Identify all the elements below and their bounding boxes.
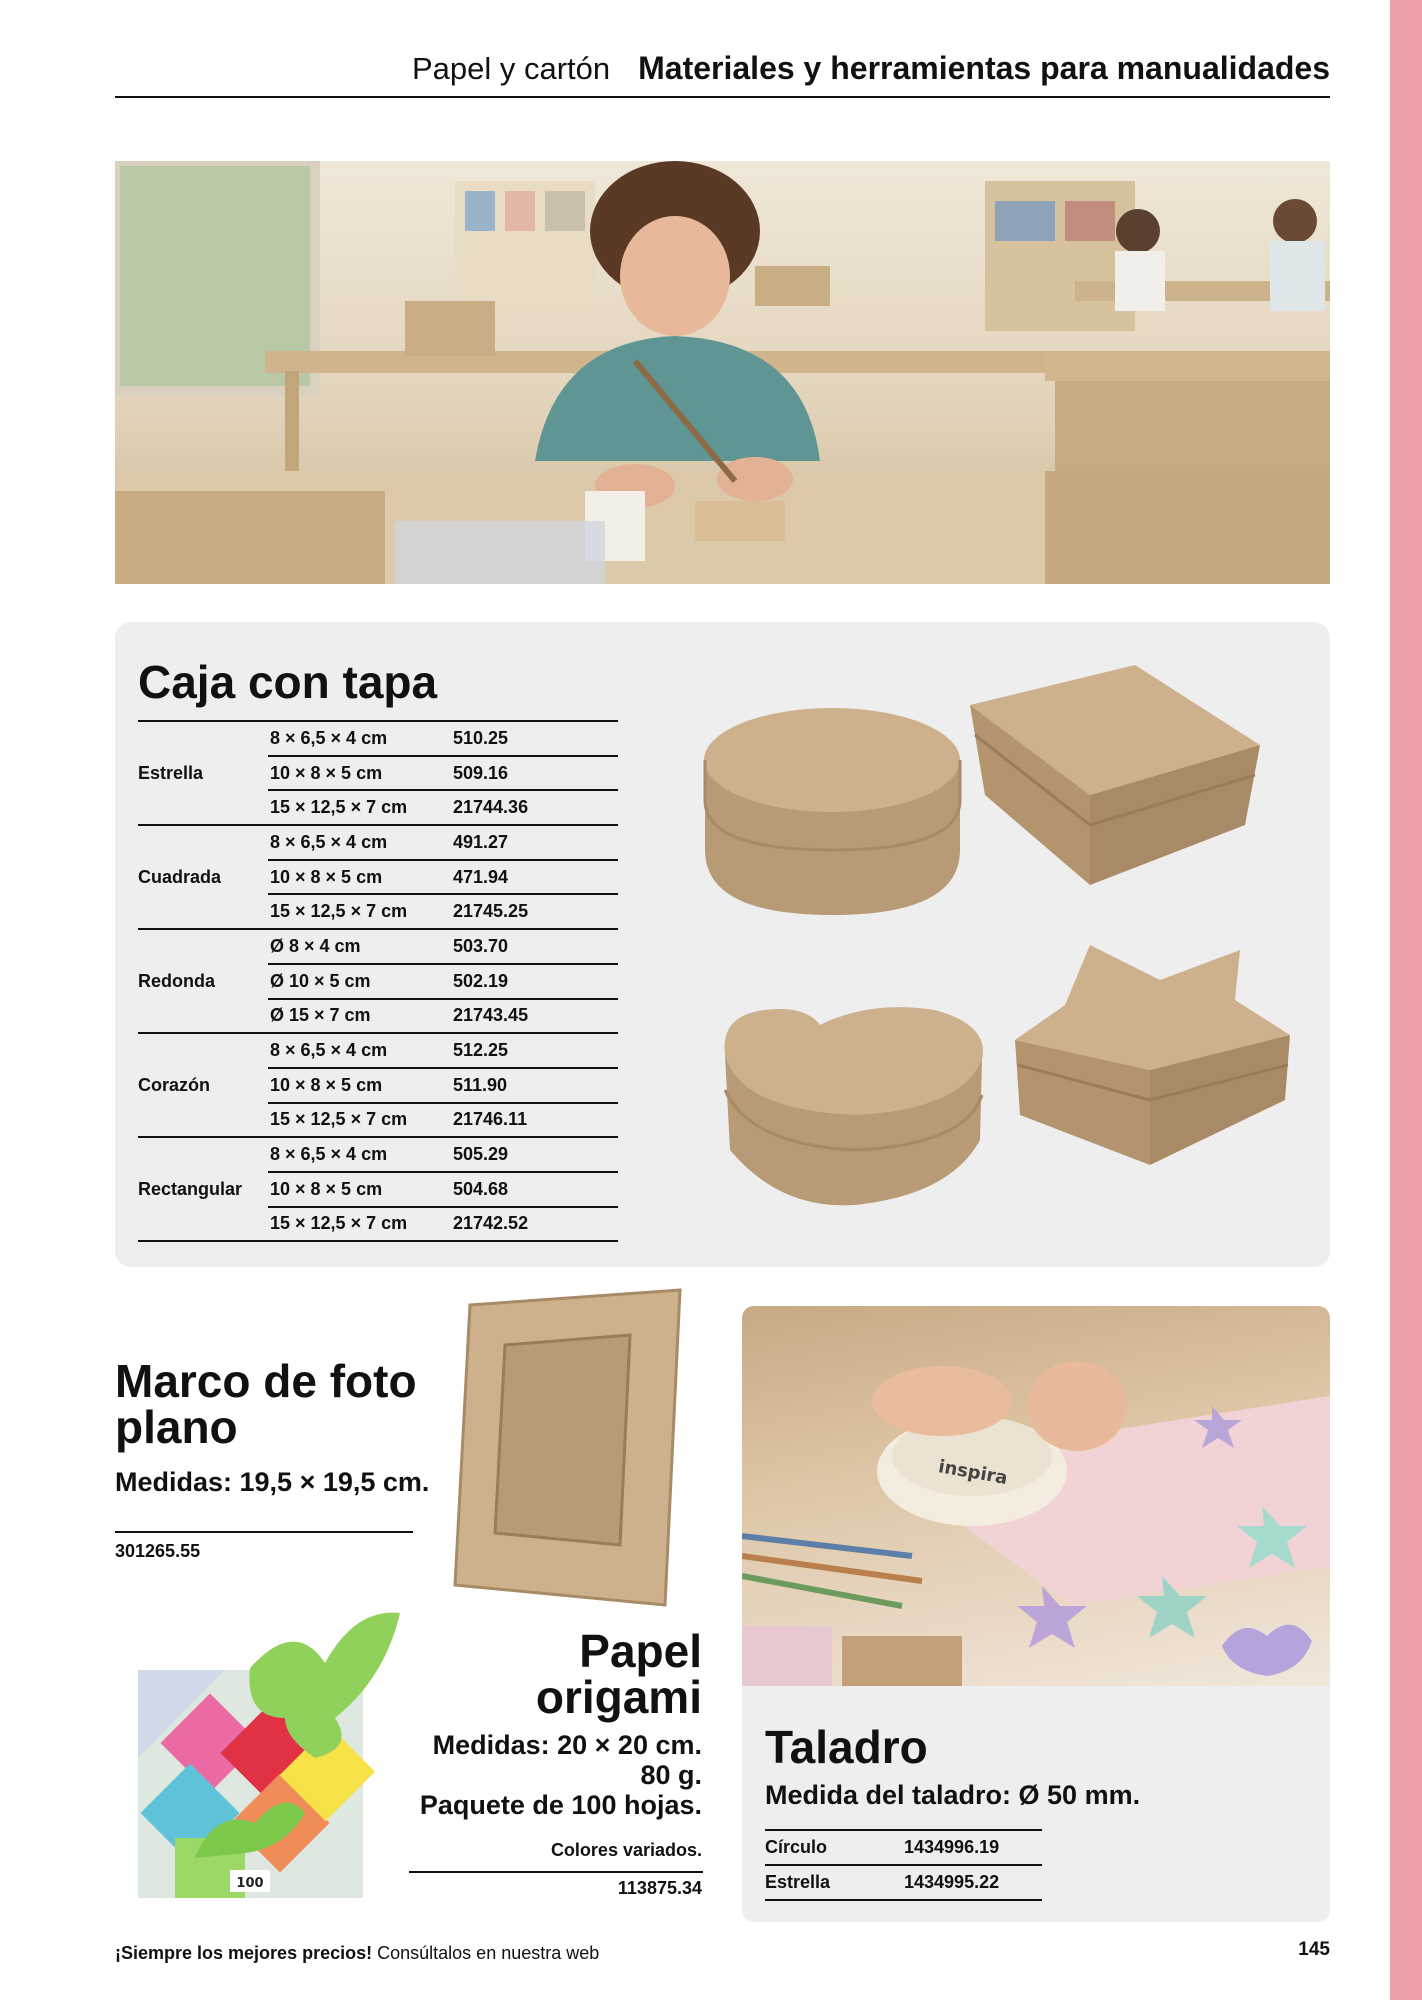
punch-brand: inspira bbox=[936, 1456, 1010, 1489]
caja-size: Ø 8 × 4 cm bbox=[268, 929, 453, 964]
caja-size: 15 × 12,5 × 7 cm bbox=[268, 1103, 453, 1138]
caja-type: Redonda bbox=[138, 929, 268, 1033]
origami-measures bbox=[410, 1730, 702, 1820]
caja-code: 512.25 bbox=[453, 1033, 618, 1068]
table-row bbox=[765, 1865, 1042, 1900]
origami-measures-line: Medidas: 20 × 20 cm. bbox=[432, 1730, 702, 1760]
taladro-title: Taladro bbox=[765, 1721, 928, 1773]
table-row bbox=[138, 825, 618, 860]
footer-slogan: ¡Siempre los mejores precios! bbox=[115, 1943, 373, 1963]
divider bbox=[115, 1531, 413, 1533]
caja-code: 21745.25 bbox=[453, 894, 618, 929]
caja-code: 21744.36 bbox=[453, 790, 618, 825]
caja-code: 504.68 bbox=[453, 1172, 618, 1207]
caja-size: 10 × 8 × 5 cm bbox=[268, 860, 453, 895]
caja-size: 15 × 12,5 × 7 cm bbox=[268, 790, 453, 825]
caja-size: 8 × 6,5 × 4 cm bbox=[268, 1137, 453, 1172]
heart-box-image bbox=[720, 1000, 985, 1210]
caja-type: Rectangular bbox=[138, 1137, 268, 1241]
footer-link-text: Consúltalos en nuestra web bbox=[377, 1943, 600, 1963]
caja-code: 511.90 bbox=[453, 1068, 618, 1103]
punch-illustration bbox=[742, 1306, 1330, 1686]
caja-size: 8 × 6,5 × 4 cm bbox=[268, 1033, 453, 1068]
caja-code: 471.94 bbox=[453, 860, 618, 895]
caja-code: 505.29 bbox=[453, 1137, 618, 1172]
table-row bbox=[138, 1137, 618, 1172]
caja-code: 21742.52 bbox=[453, 1207, 618, 1242]
caja-size: 10 × 8 × 5 cm bbox=[268, 1068, 453, 1103]
caja-title: Caja con tapa bbox=[138, 656, 438, 708]
origami-pack-count: 100 bbox=[236, 1876, 264, 1891]
taladro-type: Círculo bbox=[765, 1830, 904, 1865]
square-box-image bbox=[965, 660, 1265, 900]
caja-size: 15 × 12,5 × 7 cm bbox=[268, 894, 453, 929]
photo-frame-image bbox=[450, 1285, 685, 1610]
caja-code: 502.19 bbox=[453, 964, 618, 999]
round-box-image bbox=[700, 700, 965, 920]
origami-title: Papel origami bbox=[535, 1625, 702, 1723]
caja-code: 509.16 bbox=[453, 756, 618, 791]
page-number: 145 bbox=[1298, 1939, 1330, 1960]
caja-code: 503.70 bbox=[453, 929, 618, 964]
table-row bbox=[765, 1830, 1042, 1865]
table-row bbox=[138, 1033, 618, 1068]
caja-type: Estrella bbox=[138, 721, 268, 825]
section-title: Papel y cartón bbox=[411, 51, 611, 86]
footer-text bbox=[115, 1943, 599, 1964]
caja-code: 21746.11 bbox=[453, 1103, 618, 1138]
caja-code: 491.27 bbox=[453, 825, 618, 860]
caja-code: 510.25 bbox=[453, 721, 618, 756]
caja-size: 15 × 12,5 × 7 cm bbox=[268, 1207, 453, 1242]
caja-type: Cuadrada bbox=[138, 825, 268, 929]
classroom-illustration bbox=[115, 161, 1330, 584]
caja-size: 8 × 6,5 × 4 cm bbox=[268, 721, 453, 756]
origami-note: Colores variados. bbox=[550, 1840, 702, 1860]
table-row bbox=[138, 929, 618, 964]
marco-title: Marco de foto plano bbox=[115, 1355, 417, 1453]
caja-type: Corazón bbox=[138, 1033, 268, 1137]
classroom-photo bbox=[115, 161, 1330, 584]
taladro-type: Estrella bbox=[765, 1865, 904, 1900]
origami-measures-line: Paquete de 100 hojas. bbox=[419, 1790, 702, 1820]
caja-size: Ø 10 × 5 cm bbox=[268, 964, 453, 999]
category-title: Materiales y herramientas para manualidades bbox=[638, 50, 1330, 86]
taladro-table bbox=[765, 1829, 1042, 1901]
star-box-image bbox=[1010, 940, 1295, 1175]
caja-table bbox=[138, 720, 618, 1242]
caja-code: 21743.45 bbox=[453, 999, 618, 1034]
caja-size: 10 × 8 × 5 cm bbox=[268, 756, 453, 791]
marco-code: 301265.55 bbox=[115, 1541, 201, 1561]
page-header bbox=[115, 50, 1330, 98]
punch-photo bbox=[742, 1306, 1330, 1686]
divider bbox=[409, 1871, 703, 1873]
origami-measures-line: 80 g. bbox=[640, 1760, 702, 1790]
taladro-code: 1434996.19 bbox=[904, 1830, 1042, 1865]
caja-size: 10 × 8 × 5 cm bbox=[268, 1172, 453, 1207]
origami-pack-image bbox=[135, 1608, 405, 1900]
marco-measures: Medidas: 19,5 × 19,5 cm. bbox=[115, 1467, 430, 1497]
taladro-code: 1434995.22 bbox=[904, 1865, 1042, 1900]
origami-code: 113875.34 bbox=[617, 1878, 702, 1898]
caja-size: 8 × 6,5 × 4 cm bbox=[268, 825, 453, 860]
table-row bbox=[138, 721, 618, 756]
side-color-band bbox=[1390, 0, 1422, 2000]
taladro-measures: Medida del taladro: Ø 50 mm. bbox=[765, 1780, 1141, 1810]
caja-size: Ø 15 × 7 cm bbox=[268, 999, 453, 1034]
